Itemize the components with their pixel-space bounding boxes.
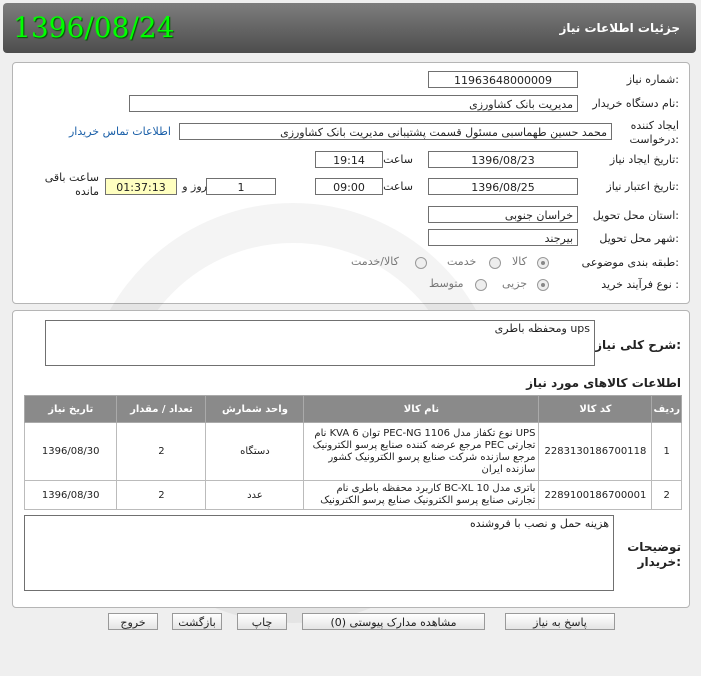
item-name: UPS نوع تکفاز مدل PEC-NG 1106 توان 6 KVA نام تجارتی PEC مرجع عرضه کننده صنایع پرسو الکترونیک مرجع سازنده شرکت صنایع پرسو الکترونیک کشور سازنده ایران [304,423,539,481]
category-option-goods: کالا [512,255,527,268]
summary-field: ups ومحفظه باطری [45,320,595,366]
creator-field: محمد حسین طهماسبی مسئول قسمت پشتیبانی مدیریت بانک کشاورزی [179,123,612,140]
validity-date-label: تاریخ اعتبار نیاز: [606,180,679,193]
item-unit: عدد [206,481,304,510]
category-option-both: کالا/خدمت [351,255,399,268]
validity-time-field: 09:00 [315,178,383,195]
buyer-notes-field: هزینه حمل و نصب با فروشنده [24,515,614,591]
days-field: 1 [206,178,276,195]
items-section-title: اطلاعات کالاهای مورد نیاز [526,376,681,390]
reply-button[interactable]: پاسخ به نیاز [505,613,615,630]
header-date: 1396/08/24 [13,11,175,44]
item-qty: 2 [117,481,206,510]
category-option-service: خدمت [447,255,477,268]
col-qty: تعداد / مقدار [117,396,206,423]
need-number-label: شماره نیاز: [626,73,679,86]
buyer-notes-label: توضیحات خریدار: [627,540,681,569]
category-radio-service[interactable] [489,257,501,269]
category-radio-goods[interactable] [537,257,549,269]
category-radio-both[interactable] [415,257,427,269]
creator-label: ایجاد کننده درخواست: [629,119,679,146]
item-qty: 2 [117,423,206,481]
created-time-field: 19:14 [315,151,383,168]
summary-label: شرح کلی نیاز: [595,338,681,352]
page-title: جزئیات اطلاعات نیاز [559,21,680,35]
item-date: 1396/08/30 [25,481,117,510]
process-radio-minor[interactable] [537,279,549,291]
process-label: نوع فرآیند خرید : [601,278,679,291]
col-date: تاریخ نیاز [25,396,117,423]
created-date-field: 1396/08/23 [428,151,578,168]
table-row [25,481,682,510]
back-button[interactable]: بازگشت [172,613,222,630]
item-name: باتری مدل BC-XL 10 کاربرد محفظه باطری نام تجارتی صنایع پرسو الکترونیک صنایع پرسو الکترونیک [304,481,539,510]
row-number: 2 [652,481,682,510]
item-unit: دستگاه [206,423,304,481]
exit-button[interactable]: خروج [108,613,158,630]
page-header [3,3,696,53]
created-time-label: ساعت [383,153,413,166]
item-code: 2289100186700001 [539,481,652,510]
print-button[interactable]: چاپ [237,613,287,630]
remaining-time-field: 01:37:13 [105,178,177,195]
col-row: ردیف [652,396,682,423]
city-field: بیرجند [428,229,578,246]
remaining-time-label: ساعت باقی مانده [44,171,99,198]
validity-date-field: 1396/08/25 [428,178,578,195]
process-radio-medium[interactable] [475,279,487,291]
items-header-row [25,396,682,423]
row-number: 1 [652,423,682,481]
created-date-label: تاریخ ایجاد نیاز: [609,153,679,166]
process-option-minor: جزیی [502,277,528,290]
province-label: استان محل تحویل: [592,209,679,222]
view-attachments-button[interactable]: مشاهده مدارک پیوستی (0) [302,613,485,630]
col-name: نام کالا [304,396,539,423]
buyer-org-label: نام دستگاه خریدار: [592,97,679,110]
process-option-medium: متوسط [429,277,464,290]
item-code: 2283130186700118 [539,423,652,481]
city-label: شهر محل تحویل: [599,232,679,245]
need-info-panel [12,62,690,304]
col-unit: واحد شمارش [206,396,304,423]
province-field: خراسان جنوبی [428,206,578,223]
table-row [25,423,682,481]
category-label: طبقه بندی موضوعی: [581,256,679,269]
days-label: روز و [182,180,207,193]
contact-info-link[interactable]: اطلاعات تماس خریدار [69,125,171,138]
item-date: 1396/08/30 [25,423,117,481]
items-table [24,395,682,510]
col-code: کد کالا [539,396,652,423]
buyer-org-field: مدیریت بانک کشاورزی [129,95,578,112]
validity-time-label: ساعت [383,180,413,193]
need-number-field: 1196364800000‍9 [428,71,578,88]
